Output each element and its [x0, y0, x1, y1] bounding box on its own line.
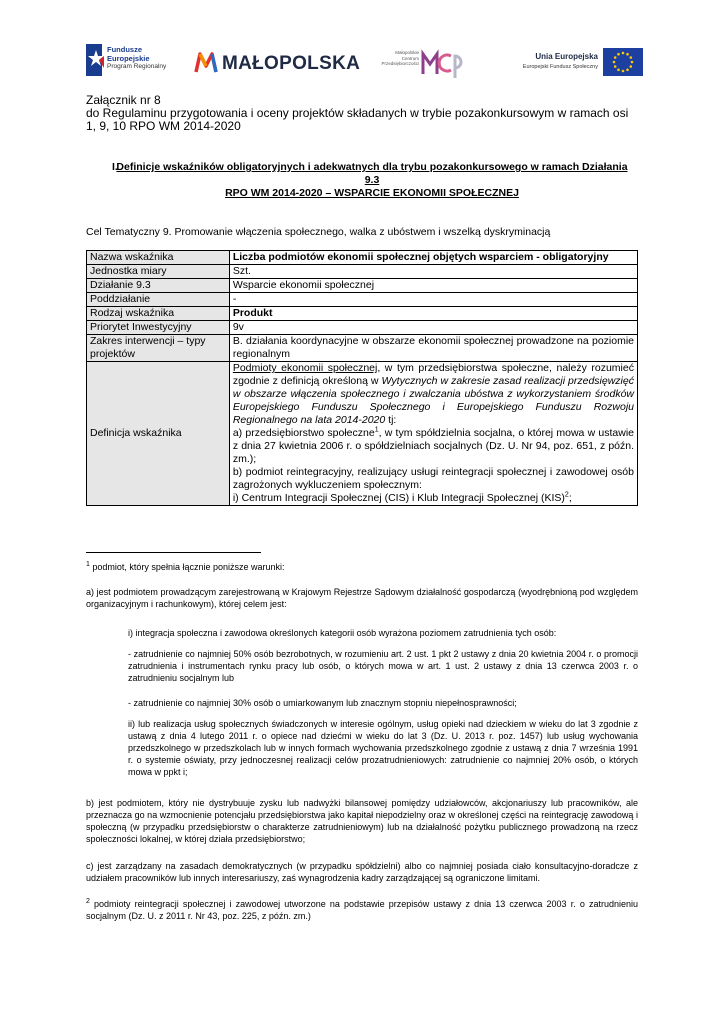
row-label: Nazwa wskaźnika	[87, 251, 230, 265]
table-row	[87, 362, 638, 506]
mcp-line3: Przedsiębiorczości	[381, 61, 419, 66]
malopolska-mark-icon	[194, 50, 218, 74]
table-row	[87, 307, 638, 321]
footnote-1-ii: ii) lub realizacja usług społecznych świadczonych w interesie ogólnym, usług opieki nad dzieckiem w wieku do lat 3 zgodnie z ustawą z dnia 4 lutego 2011 r. o opiece nad dziećmi w wieku do lat 3 (Dz. U. 2013 r. poz. 1457) lub usług wychowania przedszkolnego w przedszkolach lub w innych formach wychowania przedszkolnego zgodnie z ustawą z dnia 7 września 1991 r. o systemie oświaty, przy jednoczesnej realizacji celów prozatrudnieniowych: zatrudnienie co najmniej 20% osób, o których mowa w ppkt i;	[128, 719, 638, 777]
definition-item-a	[233, 427, 634, 466]
item-text: , w tym spółdzielnia socjalna, o której mowa w ustawie z dnia 27 kwietnia 2006 r. o spółdzielniach socjalnych (Dz. U. Nr 94, poz. 651, z późn. zm.);	[232, 427, 634, 465]
row-label: Działanie 9.3	[87, 279, 230, 293]
footnote-1-b: b) jest podmiotem, który nie dystrybuuje zysku lub nadwyżki bilansowej pomiędzy udziałowców, akcjonariuszy lub pracowników, ale przeznacza go na wzmocnienie potencjału przedsiębiorstwa jako kapitał niepodzielny oraz w określonej części na reintegrację zawodową i społeczną (w przypadku przedsiębiorstw o charakterze zatrudnieniowym) lub na działalność pożytku publicznego prowadzoną na rzecz społeczności lokalnej, w której działa przedsiębiorstwo;	[86, 798, 638, 844]
table-row	[87, 293, 638, 307]
row-label: Priorytet Inwestycyjny	[87, 321, 230, 335]
measure-value: Wsparcie ekonomii społecznej	[229, 279, 637, 293]
table-row	[87, 279, 638, 293]
eu-stars-icon	[603, 48, 643, 76]
footnote-1-a: a) jest podmiotem prowadzącym zarejestrowaną w Krajowym Rejestrze Sądowym działalność gospodarczą (wyodrębnioną pod względem organizacyjnym i rachunkowym), której celem jest:	[86, 587, 638, 609]
footnote-1-i-2: - zatrudnienie co najmniej 30% osób o umiarkowanym lub znacznym stopniu niepełnosprawności;	[128, 698, 517, 708]
indicator-definition	[229, 362, 637, 506]
unit-value: Szt.	[229, 265, 637, 279]
intervention-scope-value: B. działania koordynacyjne w obszarze ekonomii społecznej prowadzone na poziomie regionalnym	[229, 335, 637, 362]
indicator-type-value: Produkt	[229, 307, 637, 321]
section-number: I.	[112, 161, 118, 173]
footnote-separator	[86, 552, 261, 553]
footnote-number: 1	[86, 561, 90, 568]
fe-star-icon	[86, 44, 106, 76]
thematic-objective: Cel Tematyczny 9. Promowanie włączenia społecznego, walka z ubóstwem i wszelką dyskryminacją	[86, 226, 551, 238]
definition-text: , w tym przedsiębiorstwa społeczne, należy rozumieć zgodnie z definicją określoną w	[232, 362, 634, 387]
footnote-number: 2	[86, 898, 90, 905]
attachment-header	[86, 94, 638, 133]
malopolska-text: MAŁOPOLSKA	[222, 53, 361, 74]
table-row	[87, 335, 638, 362]
mcp-mark-icon	[421, 46, 465, 80]
footnote-ref: 2	[564, 491, 569, 499]
definition-text: tj:	[385, 414, 397, 426]
attachment-number: Załącznik nr 8	[86, 93, 161, 107]
row-label: Definicja wskaźnika	[87, 362, 230, 506]
guidelines-title: Wytycznych w zakresie zasad realizacji przedsięwzięć w obszarze włączenia społecznego i zwalczania ubóstwa z wykorzystaniem środków Europejskiego Funduszu Społecznego i Europejskiego Funduszu Rozwoju Regionalnego na lata 2014-2020	[232, 375, 634, 426]
footnote-text: podmiot, który spełnia łącznie poniższe warunki:	[89, 562, 285, 572]
table-row	[87, 251, 638, 265]
row-label: Jednostka miary	[87, 265, 230, 279]
table-row	[87, 321, 638, 335]
row-label: Rodzaj wskaźnika	[87, 307, 230, 321]
priority-value: 9v	[229, 321, 637, 335]
footnote-2	[86, 898, 638, 922]
table-row	[87, 265, 638, 279]
definition-item-b: b) podmiot reintegracyjny, realizujący usługi reintegracji społecznej i zawodowej osób zagrożonych wykluczeniem społecznym:	[232, 466, 634, 491]
section-title-line1: Definicje wskaźników obligatoryjnych i adekwatnych dla trybu pozakonkursowego w ramach Działania 9.3	[116, 161, 628, 186]
ue-line1: Unia Europejska	[535, 52, 598, 61]
ue-line2: Europejski Fundusz Społeczny	[522, 64, 598, 70]
indicator-table	[86, 250, 638, 506]
row-label: Zakres interwencji – typy projektów	[87, 335, 230, 362]
eu-flag-icon	[603, 48, 643, 76]
footnote-text: podmioty reintegracji społecznej i zawodowej utworzone na podstawie przepisów ustawy z dnia 13 czerwca 2003 r. o zatrudnieniu socjalnym (Dz. U. z 2011 r. Nr 43, poz. 225, z późn. zm.)	[86, 899, 638, 921]
mcp-line2: Centrum	[401, 55, 419, 61]
logo-bar	[86, 40, 642, 86]
item-text: a) przedsiębiorstwo społeczne	[232, 427, 375, 439]
definition-term: Podmioty ekonomii społecznej	[232, 362, 378, 374]
item-text: ;	[568, 492, 572, 504]
fe-line2: Europejskie	[107, 53, 150, 63]
item-text: i) Centrum Integracji Społecznej (CIS) i Klub Integracji Społecznej (KIS)	[232, 492, 565, 504]
definition-paragraph	[233, 362, 634, 427]
mcp-line1: Małopolskie	[395, 50, 419, 55]
definition-item-b-i	[233, 492, 634, 505]
fe-line3: Program Regionalny	[107, 63, 167, 70]
indicator-name: Liczba podmiotów ekonomii społecznej objętych wsparciem - obligatoryjny	[229, 251, 637, 265]
row-label: Poddziałanie	[87, 293, 230, 307]
section-title-line2: RPO WM 2014-2020 – WSPARCIE EKONOMII SPOŁECZNEJ	[225, 187, 519, 199]
attachment-description: do Regulaminu przygotowania i oceny projektów składanych w trybie pozakonkursowym w ramach osi 1, 9, 10 RPO WM 2014-2020	[86, 106, 629, 133]
footnote-1-c: c) jest zarządzany na zasadach demokratycznych (w przypadku spółdzielni) albo co najmniej posiada ciało konsultacyjno-doradcze z udziałem pracowników lub innych interesariuszy, zaś wynagrodzenia kadry zarządzającej są ograniczone limitami.	[86, 861, 638, 883]
footnote-1	[86, 561, 638, 573]
fe-line1: Fundusze	[107, 45, 142, 54]
section-heading	[112, 161, 632, 200]
submeasure-value: -	[229, 293, 637, 307]
footnote-1-i-1: - zatrudnienie co najmniej 50% osób bezrobotnych, w rozumieniu art. 2 ust. 1 pkt 2 ustawy z dnia 20 kwietnia 2004 r. o promocji zatrudnienia i instrumentach rynku pracy lub osób, o których mowa w art. 1 ust. 2 ustawy z dnia 13 czerwca 2003 r. o zatrudnieniu socjalnym lub	[128, 649, 638, 683]
footnote-1-i: i) integracja społeczna i zawodowa określonych kategorii osób wyrażona poziomem zatrudnienia tych osób:	[128, 628, 557, 638]
footnote-ref: 1	[374, 426, 379, 434]
